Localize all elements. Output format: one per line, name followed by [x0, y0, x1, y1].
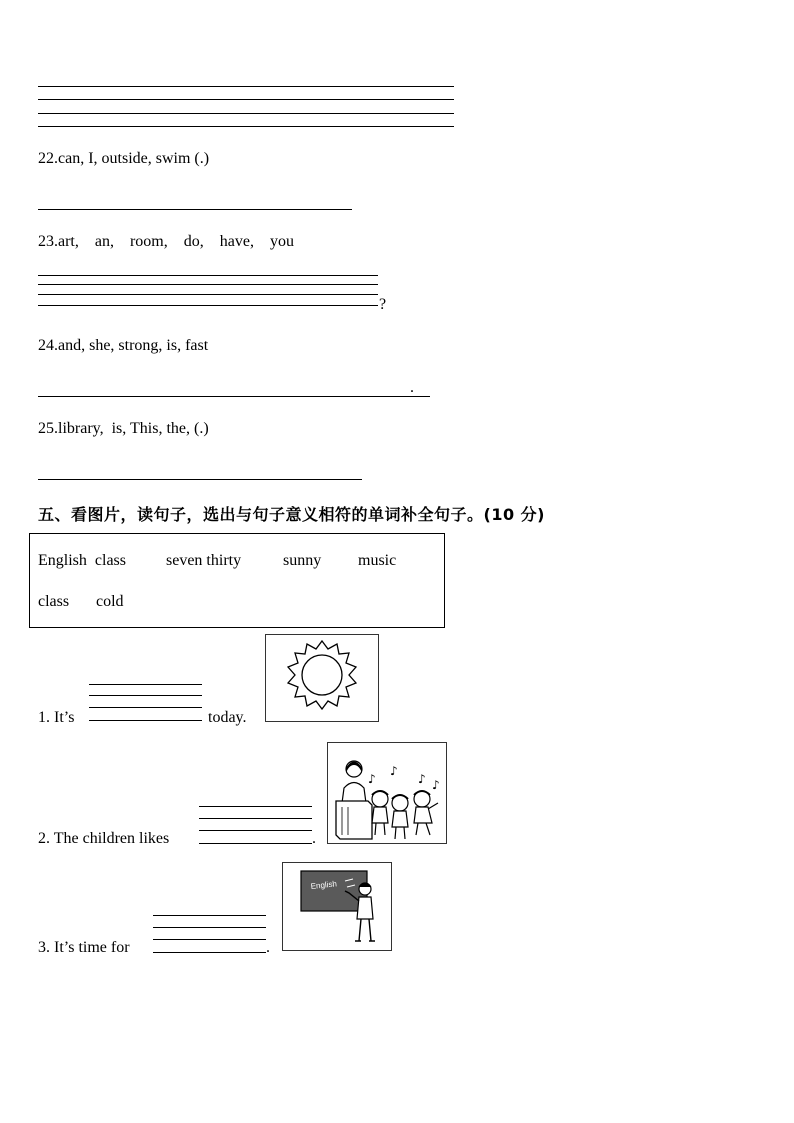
question-number: 22.	[38, 150, 58, 167]
answer-line[interactable]	[38, 209, 352, 210]
question-words: art, an, room, do, have, you	[58, 233, 294, 250]
sentence-3	[38, 939, 130, 957]
sun-disc	[302, 655, 342, 695]
end-mark: .	[410, 379, 414, 396]
child-body	[414, 803, 438, 835]
answer-line[interactable]	[153, 927, 266, 928]
music-note-icon: ♪	[418, 772, 426, 786]
sentence-2	[38, 830, 169, 848]
question-24	[38, 337, 208, 355]
sentence-after: .	[312, 830, 316, 847]
sentence-number: 3.	[38, 939, 50, 956]
answer-line[interactable]	[38, 284, 378, 285]
music-note-icon: ♪	[368, 772, 376, 786]
answer-line[interactable]	[89, 707, 202, 708]
answer-line[interactable]	[199, 843, 312, 844]
sentence-after: today.	[208, 709, 247, 726]
sentence-number: 2.	[38, 830, 50, 847]
word-bank-item: English class	[38, 552, 126, 569]
question-number: 25.	[38, 420, 58, 437]
question-23	[38, 233, 294, 251]
sentence-number: 1.	[38, 709, 50, 726]
answer-line[interactable]	[153, 952, 266, 953]
answer-line[interactable]	[38, 396, 430, 397]
question-22	[38, 150, 209, 168]
answer-line[interactable]	[89, 695, 202, 696]
answer-line[interactable]	[153, 939, 266, 940]
answer-line[interactable]	[38, 294, 378, 295]
answer-line[interactable]	[153, 915, 266, 916]
answer-line[interactable]	[199, 818, 312, 819]
teacher-body	[342, 783, 366, 804]
sentence-after: .	[266, 939, 270, 956]
question-25	[38, 420, 209, 438]
answer-line[interactable]	[38, 305, 378, 306]
answer-line[interactable]	[38, 126, 454, 127]
sentence-before: It’s	[54, 709, 75, 726]
english-class-picture	[282, 862, 392, 951]
section-heading: 五、看图片，读句子，选出与句子意义相符的单词补全句子。(10 分)	[38, 505, 545, 524]
sun-rays	[288, 641, 356, 709]
word-bank-item: music	[358, 552, 397, 569]
music-note-icon: ♪	[432, 778, 440, 792]
end-mark: ?	[379, 296, 387, 313]
question-words: library, is, This, the, (.)	[58, 420, 209, 437]
answer-line[interactable]	[89, 684, 202, 685]
sentence-before: It’s time for	[54, 939, 130, 956]
child-body	[392, 811, 408, 839]
children-singing-picture	[327, 742, 447, 844]
sun-picture	[265, 634, 379, 722]
word-bank-item: class	[38, 593, 70, 610]
question-words: and, she, strong, is, fast	[58, 337, 209, 354]
music-note-icon: ♪	[390, 764, 398, 778]
sentence-before: The children likes	[53, 830, 170, 847]
answer-line[interactable]	[38, 86, 454, 87]
teacher-legs	[355, 919, 375, 941]
question-words: can, I, outside, swim (.)	[58, 150, 210, 167]
answer-line[interactable]	[89, 720, 202, 721]
sentence-1	[38, 709, 74, 727]
word-bank-item: sunny	[283, 552, 322, 569]
word-bank-item: seven thirty	[166, 552, 242, 569]
answer-line[interactable]	[38, 479, 362, 480]
word-bank	[29, 533, 445, 628]
question-number: 23.	[38, 233, 58, 250]
piano	[336, 801, 372, 839]
child-body	[372, 807, 388, 835]
answer-line[interactable]	[38, 113, 454, 114]
word-bank-item: cold	[96, 593, 124, 610]
answer-line[interactable]	[199, 806, 312, 807]
answer-line[interactable]	[199, 830, 312, 831]
blackboard-text: English	[310, 879, 338, 891]
answer-line[interactable]	[38, 275, 378, 276]
question-number: 24.	[38, 337, 58, 354]
answer-line[interactable]	[38, 99, 454, 100]
teacher-body	[357, 897, 373, 919]
